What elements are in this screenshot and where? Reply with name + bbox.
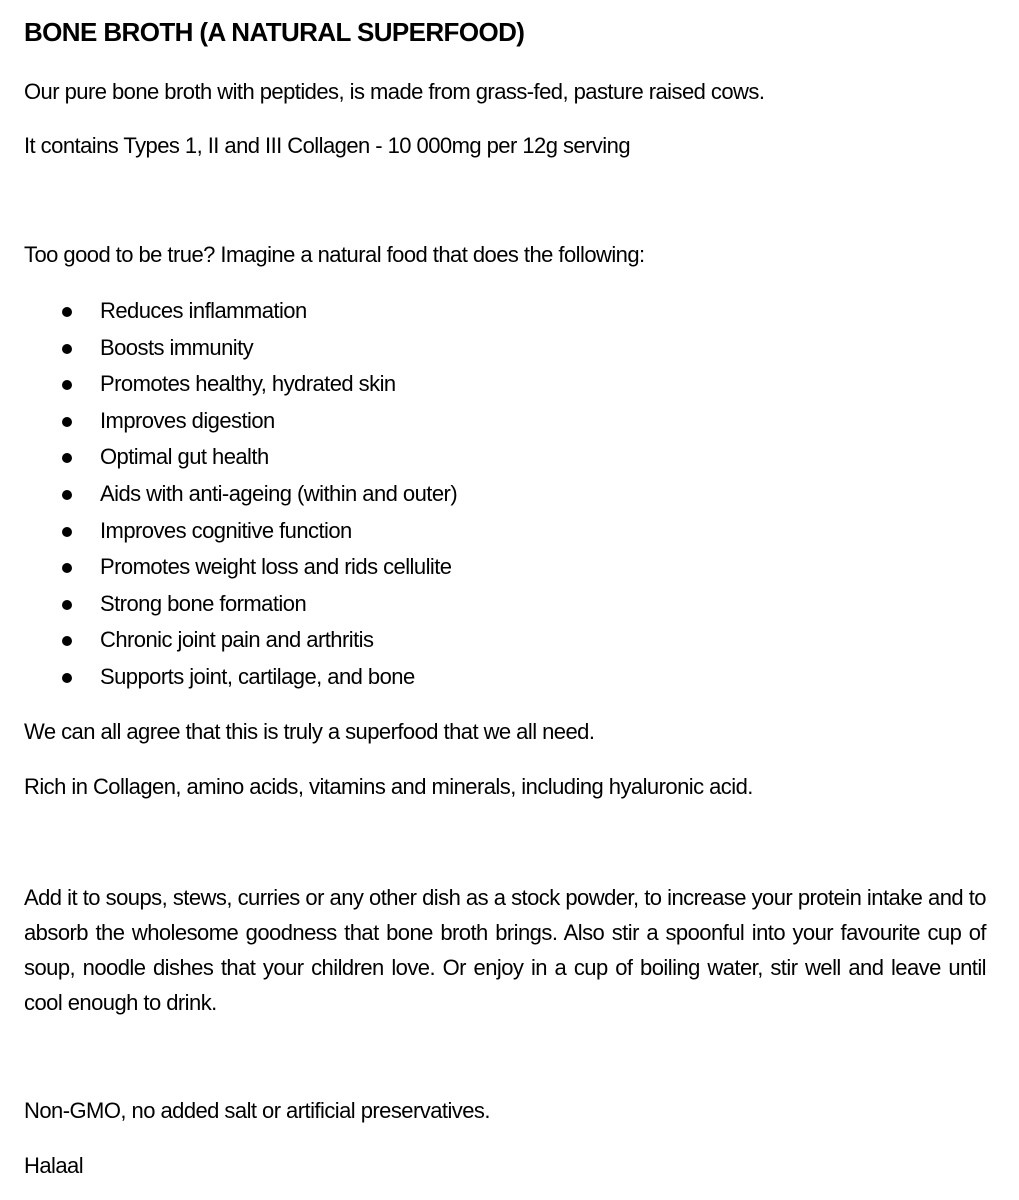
bullet-icon — [62, 417, 72, 427]
agree-line: We can all agree that this is truly a superfood that we all need. — [24, 719, 595, 744]
benefit-label: Reduces inflammation — [100, 298, 307, 323]
bullet-icon — [62, 563, 72, 573]
bullet-icon — [62, 527, 72, 537]
collagen-line: It contains Types 1, II and III Collagen - 10 000mg per 12g serving — [24, 133, 631, 158]
rich-line: Rich in Collagen, amino acids, vitamins and minerals, including hyaluronic acid. — [24, 774, 753, 799]
benefit-label: Promotes weight loss and rids cellulite — [100, 554, 452, 580]
benefit-label: Improves digestion — [100, 407, 275, 433]
usage-paragraph: Add it to soups, stews, curries or any other dish as a stock powder, to increase your protein intake and to absorb the wholesome goodness that bone broth brings. Also stir a spoonful into your favourite cup of soup, noodle dishes that your children love. Or enjoy in a cup of boiling water, stir well and leave until cool enough to drink. — [24, 885, 986, 1015]
bullet-icon — [62, 490, 72, 500]
benefit-label: Promotes healthy, hydrated skin — [100, 371, 396, 397]
benefit-label: Boosts immunity — [100, 334, 254, 360]
bullet-icon — [62, 673, 72, 683]
bullet-icon — [62, 344, 72, 354]
benefit-label: Improves cognitive function — [100, 517, 352, 543]
benefit-label: Chronic joint pain and arthritis — [100, 627, 374, 653]
question-line: Too good to be true? Imagine a natural food that does the following: — [24, 242, 645, 267]
non-gmo-line: Non-GMO, no added salt or artificial preservatives. — [24, 1098, 490, 1123]
bullet-icon — [62, 600, 72, 610]
benefit-label: Optimal gut health — [100, 444, 269, 470]
bullet-icon — [62, 307, 72, 317]
bullet-icon — [62, 380, 72, 390]
halaal-line: Halaal — [24, 1153, 84, 1178]
benefit-label: Strong bone formation — [100, 590, 307, 616]
intro-line: Our pure bone broth with peptides, is made from grass-fed, pasture raised cows. — [24, 79, 765, 104]
benefit-label: Supports joint, cartilage, and bone — [100, 663, 415, 689]
bullet-icon — [62, 453, 72, 463]
document-title: BONE BROTH (A NATURAL SUPERFOOD) — [24, 17, 525, 47]
bullet-icon — [62, 636, 72, 646]
benefit-label: Aids with anti-ageing (within and outer) — [100, 480, 458, 506]
